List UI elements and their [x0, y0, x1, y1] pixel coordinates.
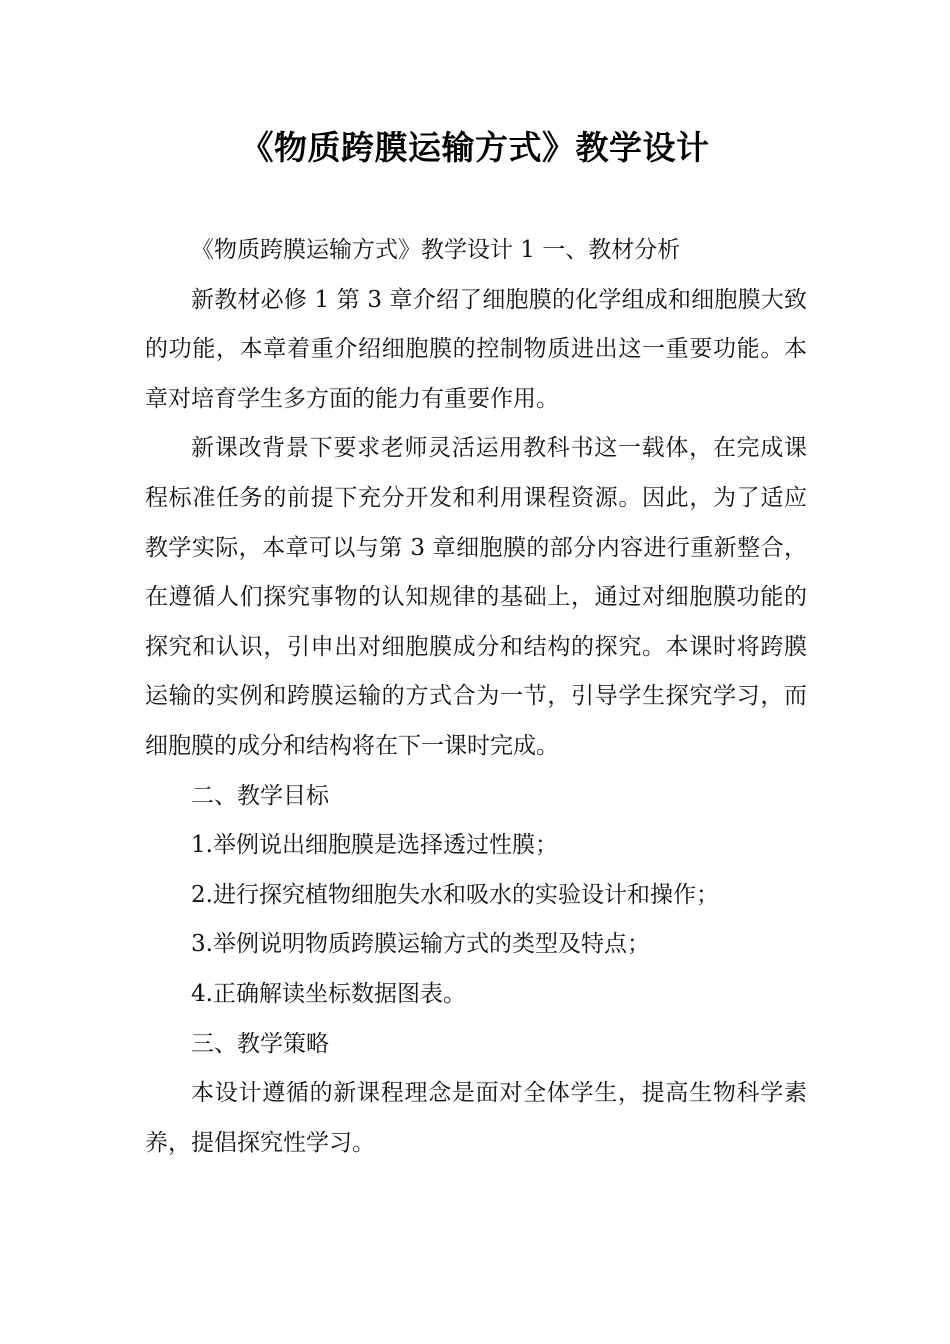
objective-item-2: 2.进行探究植物细胞失水和吸水的实验设计和操作；: [191, 881, 719, 908]
paragraph-strategy: 本设计遵循的新课程理念是面对全体学生，提高生物科学素养，提倡探究性学习。: [145, 1080, 807, 1156]
objective-item-4: 4.正确解读坐标数据图表。: [191, 980, 466, 1007]
paragraph-curriculum-reform: 新课改背景下要求老师灵活运用教科书这一载体，在完成课程标准任务的前提下充分开发和利用课程资源。因此，为了适应教学实际，本章可以与第 3 章细胞膜的部分内容进行重新整合，在遵循人们探究事物的认知规律的基础上，通过对细胞膜功能的探究和认识，引申出对细胞膜成分和结构的探究。本课时将跨膜运输的实例和跨膜运输的方式合为一节，引导学生探究学习，而细胞膜的成分和结构将在下一课时完成。: [145, 435, 807, 759]
section-heading-objectives: 二、教学目标: [191, 782, 329, 809]
section-heading-strategy: 三、教学策略: [191, 1030, 329, 1057]
objective-item-3: 3.举例说明物质跨膜运输方式的类型及特点；: [191, 931, 650, 958]
document-title: 《物质跨膜运输方式》教学设计: [240, 128, 710, 167]
paragraph-heading-intro: 《物质跨膜运输方式》教学设计 1 一、教材分析: [191, 237, 681, 263]
paragraph-textbook-analysis: 新教材必修 1 第 3 章介绍了细胞膜的化学组成和细胞膜大致的功能，本章着重介绍细胞膜的控制物质进出这一重要功能。本章对培育学生多方面的能力有重要作用。: [145, 286, 807, 412]
objective-item-1: 1.举例说出细胞膜是选择透过性膜；: [191, 832, 558, 859]
document-body: [145, 226, 807, 1168]
